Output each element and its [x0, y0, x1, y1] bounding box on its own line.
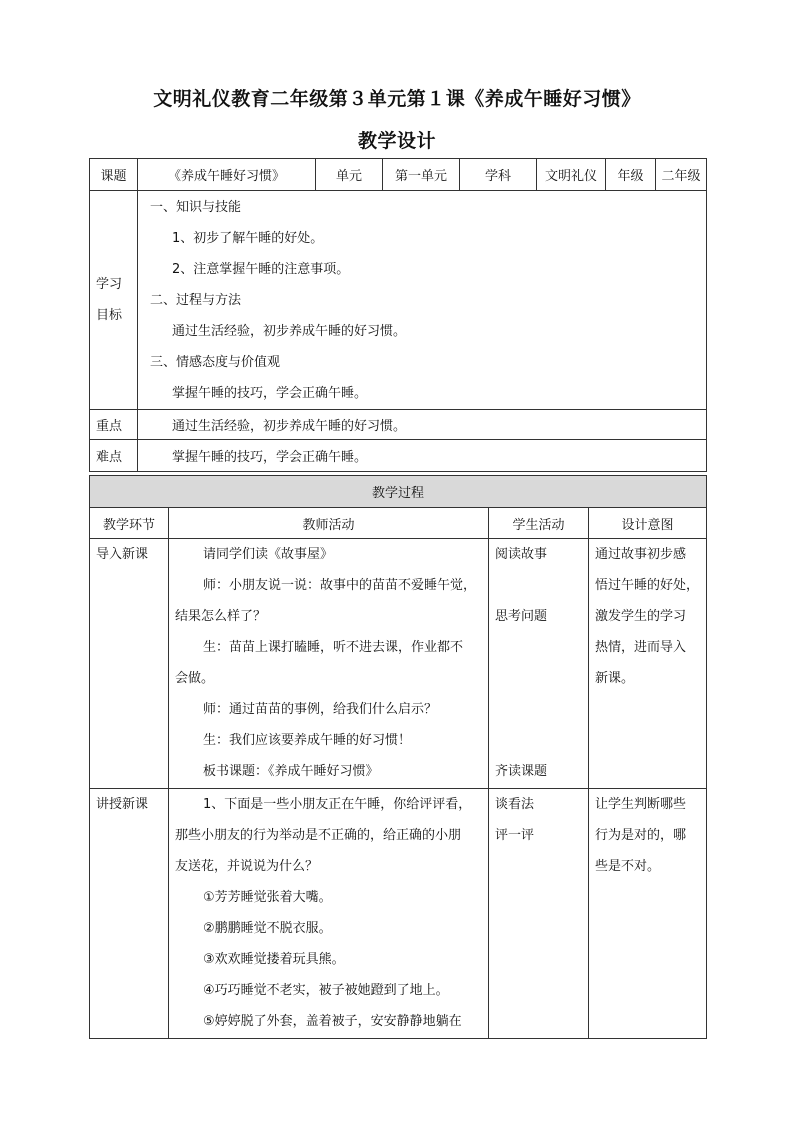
column-header-student: 学生活动	[489, 508, 589, 539]
stage-lecture: 讲授新课	[90, 789, 169, 1039]
difficulty-text: 掌握午睡的技巧，学会正确午睡。	[138, 440, 707, 472]
subject-label: 学科	[460, 159, 537, 191]
design-intent-intro: 通过故事初步感 悟过午睡的好处， 激发学生的学习 热情，进而导入 新课。	[589, 539, 707, 789]
document-title: 文明礼仪教育二年级第３单元第１课《养成午睡好习惯》	[153, 88, 641, 110]
grade-value: 二年级	[656, 159, 707, 191]
objective-line: 通过生活经验，初步养成午睡的好习惯。	[172, 323, 407, 339]
objectives-label: 学习目标	[90, 191, 138, 410]
process-heading: 教学过程	[90, 476, 707, 508]
student-activity-lecture: 谈看法 评一评	[489, 789, 589, 1039]
teacher-activity-lecture: 1、下面是一些小朋友正在午睡，你给评评看， 那些小朋友的行为举动是不正确的，给正确的小朋 友送花，并说说为什么？ ①芳芳睡觉张着大嘴。 ②鹏鹏睡觉不脱衣服。 ③欢欢睡觉搂着玩具熊。 ④巧巧睡觉不老实，被子被她蹬到了地上。 ⑤婷婷脱了外套，盖着被子，安安静静地躺在	[169, 789, 489, 1039]
table-row	[90, 789, 707, 1039]
document-subtitle: 教学设计	[357, 130, 436, 152]
objective-line: 1、初步了解午睡的好处。	[172, 230, 324, 246]
objective-line: 二、过程与方法	[150, 292, 242, 308]
subject-value: 文明礼仪	[537, 159, 606, 191]
difficulty-label: 难点	[90, 440, 138, 472]
column-header-intent: 设计意图	[589, 508, 707, 539]
topic-label: 课题	[90, 159, 138, 191]
key-point-label: 重点	[90, 410, 138, 440]
topic-value: 《养成午睡好习惯》	[138, 159, 316, 191]
student-activity-intro: 阅读故事 思考问题 齐读课题	[489, 539, 589, 789]
objectives-content	[138, 191, 707, 410]
table-row	[90, 539, 707, 789]
design-intent-lecture: 让学生判断哪些 行为是对的，哪 些是不对。	[589, 789, 707, 1039]
grade-label: 年级	[606, 159, 656, 191]
teacher-activity-intro: 请同学们读《故事屋》 师：小朋友说一说：故事中的苗苗不爱睡午觉， 结果怎么样了？ 生：苗苗上课打瞌睡，听不进去课，作业都不 会做。 师：通过苗苗的事例，给我们什么启示？ 生：我们应该要养成午睡的好习惯！ 板书课题：《养成午睡好习惯》	[169, 539, 489, 789]
objective-line: 掌握午睡的技巧，学会正确午睡。	[172, 385, 368, 401]
column-header-teacher: 教师活动	[169, 508, 489, 539]
stage-intro: 导入新课	[90, 539, 169, 789]
unit-label: 单元	[316, 159, 383, 191]
teaching-process-table	[89, 475, 707, 1039]
key-point-text: 通过生活经验，初步养成午睡的好习惯。	[138, 410, 707, 440]
objective-line: 2、注意掌握午睡的注意事项。	[172, 261, 350, 277]
lesson-info-table	[89, 158, 707, 472]
column-header-stage: 教学环节	[90, 508, 169, 539]
unit-value: 第一单元	[383, 159, 460, 191]
objective-line: 三、情感态度与价值观	[150, 354, 281, 370]
objective-line: 一、知识与技能	[150, 199, 242, 215]
